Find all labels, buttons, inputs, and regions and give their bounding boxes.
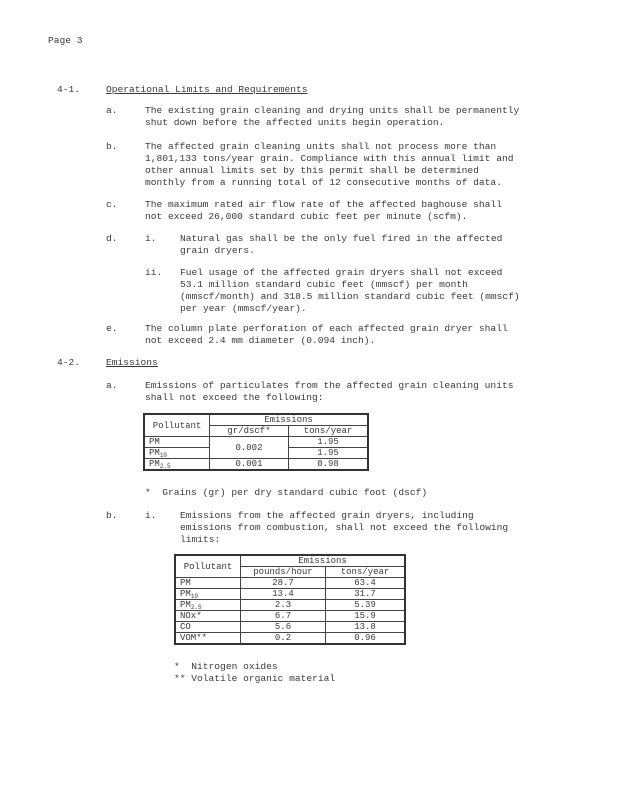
section-4-2-number: 4-2. bbox=[57, 357, 81, 368]
item-4-2-b-line: limits: bbox=[180, 534, 221, 545]
lb-cell: 28.7 bbox=[241, 578, 326, 589]
pollutant-cell: NOx* bbox=[175, 611, 241, 622]
item-a-letter: a. bbox=[106, 105, 118, 116]
tons-cell: 1.95 bbox=[289, 448, 369, 459]
tons-cell: 0.98 bbox=[289, 459, 369, 471]
item-b-line: monthly from a running total of 12 consecutive months of data. bbox=[145, 177, 502, 188]
pollutant-cell: VOM** bbox=[175, 633, 241, 645]
item-d-ii-line: Fuel usage of the affected grain dryers shall not exceed bbox=[180, 267, 503, 278]
item-4-2-b-line: emissions from combustion, shall not exceed the following bbox=[180, 522, 509, 533]
section-4-2-title: Emissions bbox=[106, 357, 158, 368]
item-d-ii-roman: ii. bbox=[145, 267, 163, 278]
tons-cell: 63.4 bbox=[326, 578, 406, 589]
table-row bbox=[144, 459, 368, 471]
lb-cell: 5.6 bbox=[241, 622, 326, 633]
item-c-line: not exceed 26,000 standard cubic feet per minute (scfm). bbox=[145, 211, 468, 222]
item-4-2-b-letter: b. bbox=[106, 510, 118, 521]
pollutant-cell: PM bbox=[175, 578, 241, 589]
footnote: * Nitrogen oxides bbox=[174, 661, 278, 672]
tons-cell: 1.95 bbox=[289, 437, 369, 448]
item-a-line: The existing grain cleaning and drying units shall be permanently bbox=[145, 105, 520, 116]
table-row bbox=[175, 589, 405, 600]
section-4-1-title: Operational Limits and Requirements bbox=[106, 84, 308, 95]
table-row bbox=[175, 600, 405, 611]
item-4-2-a-line: shall not exceed the following: bbox=[145, 392, 324, 403]
item-4-2-a-letter: a. bbox=[106, 380, 118, 391]
table-row bbox=[175, 622, 405, 633]
tons-cell: 15.9 bbox=[326, 611, 406, 622]
item-b-line: The affected grain cleaning units shall not process more than bbox=[145, 141, 497, 152]
col-header-tons: tons/year bbox=[326, 567, 406, 578]
gr-cell: 0.002 bbox=[210, 437, 289, 459]
item-b-line: 1,801,133 tons/year grain. Compliance with this annual limit and bbox=[145, 153, 514, 164]
item-d-ii-line: 53.1 million standard cubic feet (mmscf) per month bbox=[180, 279, 468, 290]
item-d-ii-line: (mmscf/month) and 318.5 million standard cubic feet (mmscf) bbox=[180, 291, 520, 302]
col-header-pollutant: Pollutant bbox=[175, 555, 241, 578]
lb-cell: 13.4 bbox=[241, 589, 326, 600]
pollutant-cell: $PM_{10}$ bbox=[144, 448, 210, 459]
item-c-line: The maximum rated air flow rate of the affected baghouse shall bbox=[145, 199, 502, 210]
item-d-ii-line: per year (mmscf/year). bbox=[180, 303, 307, 314]
section-4-1-number: 4-1. bbox=[57, 84, 81, 95]
lb-cell: 2.3 bbox=[241, 600, 326, 611]
tons-cell: 0.96 bbox=[326, 633, 406, 645]
dryer-emissions-table bbox=[174, 554, 406, 645]
table-row bbox=[144, 437, 368, 448]
item-d-i-roman: i. bbox=[145, 233, 157, 244]
lb-cell: 6.7 bbox=[241, 611, 326, 622]
pollutant-cell: $PM_{2.5}$ bbox=[144, 459, 210, 471]
col-header-gr: gr/dscf* bbox=[210, 426, 289, 437]
col-header-lb: pounds/hour bbox=[241, 567, 326, 578]
footnote: ** Volatile organic material bbox=[174, 673, 336, 684]
item-4-2-a-line: Emissions of particulates from the affected grain cleaning units bbox=[145, 380, 514, 391]
item-d-i-line: grain dryers. bbox=[180, 245, 255, 256]
item-e-line: not exceed 2.4 mm diameter (0.094 inch). bbox=[145, 335, 376, 346]
item-d-i-line: Natural gas shall be the only fuel fired in the affected bbox=[180, 233, 503, 244]
col-header-tons: tons/year bbox=[289, 426, 369, 437]
item-e-letter: e. bbox=[106, 323, 118, 334]
tons-cell: 13.8 bbox=[326, 622, 406, 633]
item-d-letter: d. bbox=[106, 233, 118, 244]
item-4-2-b-roman: i. bbox=[145, 510, 157, 521]
pollutant-cell: $PM_{10}$ bbox=[175, 589, 241, 600]
gr-cell: 0.001 bbox=[210, 459, 289, 471]
item-b-letter: b. bbox=[106, 141, 118, 152]
col-header-pollutant: Pollutant bbox=[144, 414, 210, 437]
col-header-emissions: Emissions bbox=[210, 414, 369, 426]
particulate-emissions-table bbox=[143, 413, 369, 471]
footnote: * Grains (gr) per dry standard cubic foot (dscf) bbox=[145, 487, 428, 498]
table-row bbox=[175, 578, 405, 589]
pollutant-cell: CO bbox=[175, 622, 241, 633]
item-e-line: The column plate perforation of each affected grain dryer shall bbox=[145, 323, 508, 334]
col-header-emissions: Emissions bbox=[241, 555, 406, 567]
pollutant-cell: PM bbox=[144, 437, 210, 448]
item-4-2-b-line: Emissions from the affected grain dryers, including bbox=[180, 510, 474, 521]
item-c-letter: c. bbox=[106, 199, 118, 210]
page-label: Page 3 bbox=[48, 35, 83, 46]
table-row bbox=[175, 633, 405, 645]
pollutant-cell: $PM_{2.5}$ bbox=[175, 600, 241, 611]
tons-cell: 31.7 bbox=[326, 589, 406, 600]
lb-cell: 0.2 bbox=[241, 633, 326, 645]
item-b-line: other annual limits set by this permit shall be determined bbox=[145, 165, 479, 176]
item-a-line: shut down before the affected units begin operation. bbox=[145, 117, 445, 128]
tons-cell: 5.39 bbox=[326, 600, 406, 611]
table-row bbox=[175, 611, 405, 622]
